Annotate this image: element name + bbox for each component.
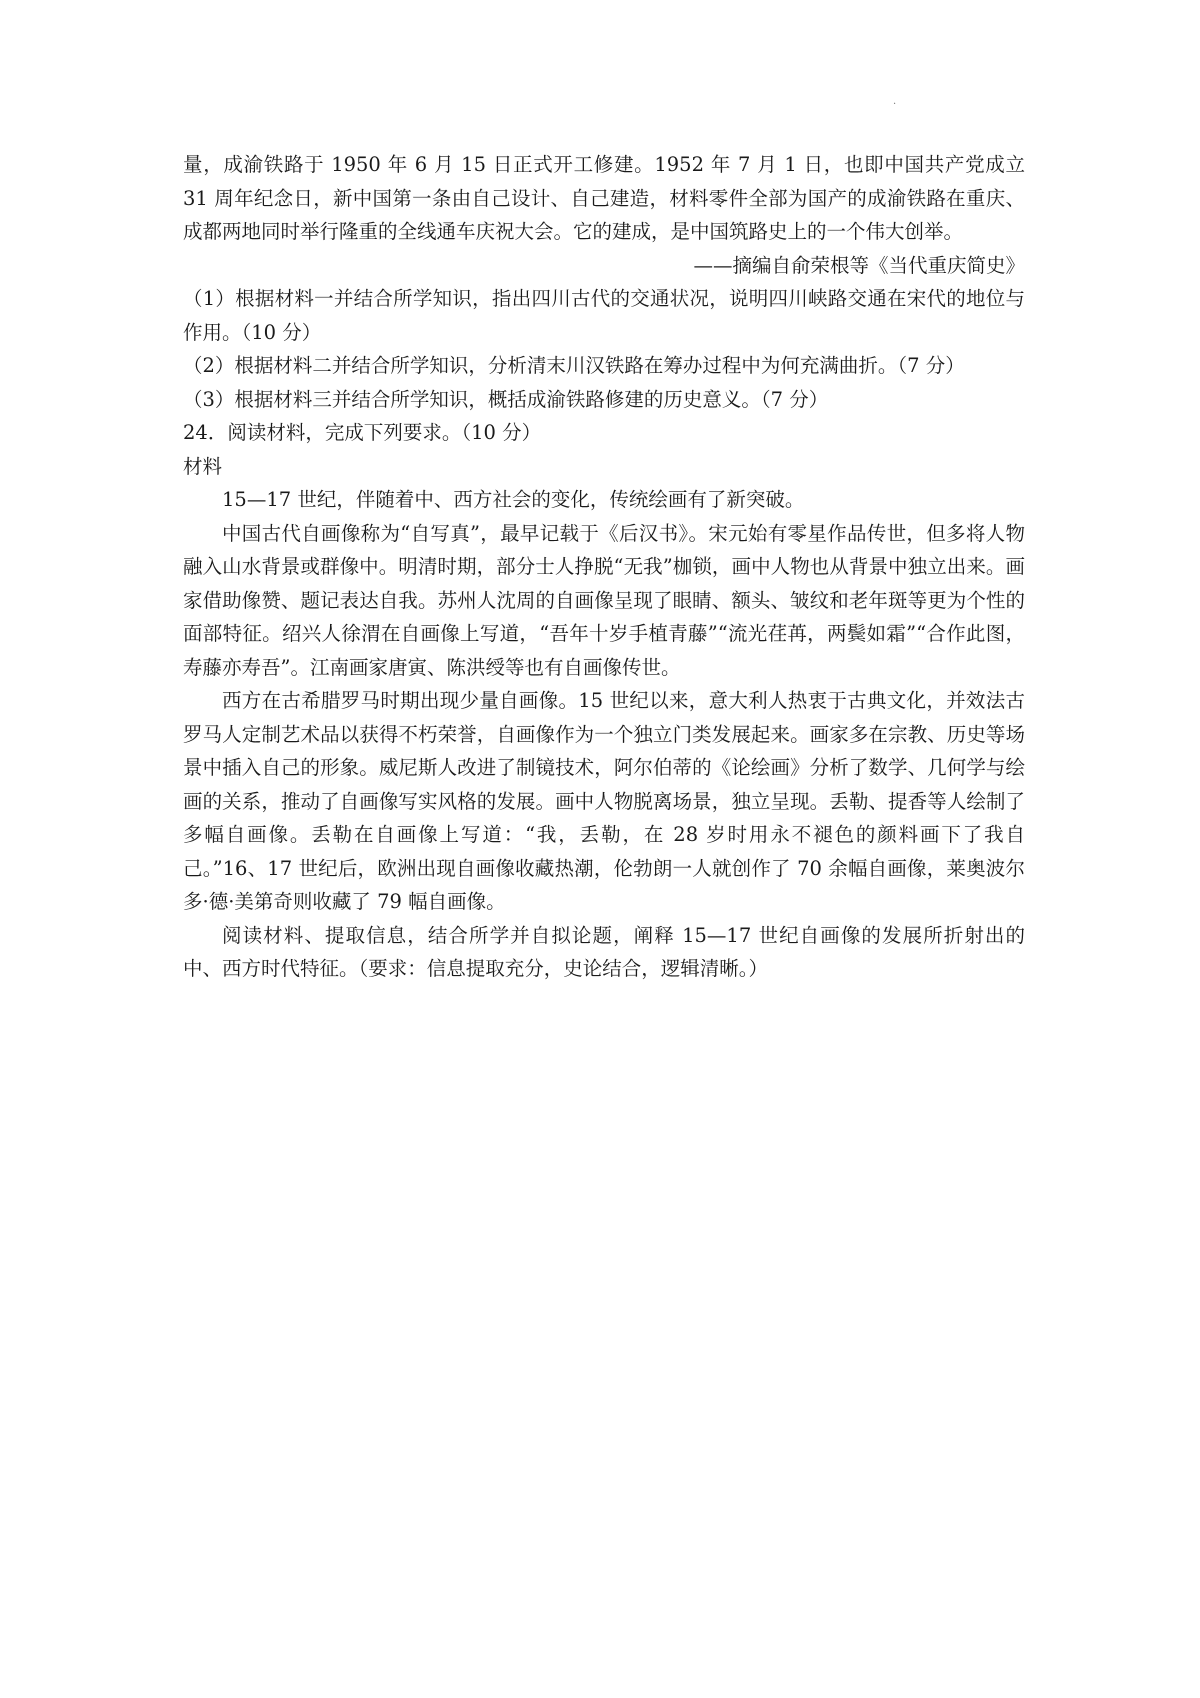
q24-material-label: 材料 — [183, 454, 223, 478]
q24-paragraph-2: 中国古代自画像称为“自写真”，最早记载于《后汉书》。宋元始有零星作品传世，但多将人物融入山水背景或群像中。明清时期，部分士人挣脱“无我”枷锁，画中人物也从背景中独立出来。画家借助像赞、题记表达自我。苏州人沈周的自画像呈现了眼睛、额头、皱纹和老年斑等更为个性的面部特征。绍兴人徐渭在自画像上写道，“吾年十岁手植青藤”“流光荏苒，两鬓如霜”“合作此图，寿藤亦寿吾”。江南画家唐寅、陈洪绶等也有自画像传世。 — [183, 521, 1025, 679]
q24-heading: 24．阅读材料，完成下列要求。（10 分） — [183, 421, 542, 444]
page-mark: . — [893, 96, 897, 107]
q23-sub3: （3）根据材料三并结合所学知识，概括成渝铁路修建的历史意义。（7 分） — [183, 387, 829, 411]
answer-blank-area — [183, 960, 1025, 1610]
material3-text: 量，成渝铁路于 1950 年 6 月 15 日正式开工修建。1952 年 7 月 1 日，也即中国共产党成立 31 周年纪念日，新中国第一条由自己设计、自己建造，材料零件全部为国产的成渝铁路在重庆、成都两地同时举行隆重的全线通车庆祝大会。它的建成，是中国筑路史上的一个伟大创举。 — [183, 153, 1025, 243]
q23-sub1: （1）根据材料一并结合所学知识，指出四川古代的交通状况，说明四川峡路交通在宋代的地位与作用。（10 分） — [183, 287, 1025, 344]
q24-paragraph-3: 西方在古希腊罗马时期出现少量自画像。15 世纪以来，意大利人热衷于古典文化，并效法古罗马人定制艺术品以获得不朽荣誉，自画像作为一个独立门类发展起来。画家多在宗教、历史等场景中插入自己的形象。威尼斯人改进了制镜技术，阿尔伯蒂的《论绘画》分析了数学、几何学与绘画的关系，推动了自画像写实风格的发展。画中人物脱离场景，独立呈现。丢勒、提香等人绘制了多幅自画像。丢勒在自画像上写道：“我，丢勒，在 28 岁时用永不褪色的颜料画下了我自己。”16、17 世纪后，欧洲出现自画像收藏热潮，伦勃朗一人就创作了 70 余幅自画像，莱奥波尔多·德·美第奇则收藏了 79 幅自画像。 — [183, 689, 1025, 913]
q24-paragraph-1: 15—17 世纪，伴随着中、西方社会的变化，传统绘画有了新突破。 — [222, 488, 805, 511]
q24-task: 阅读材料、提取信息，结合所学并自拟论题，阐释 15—17 世纪自画像的发展所折射出的中、西方时代特征。（要求：信息提取充分，史论结合，逻辑清晰。） — [183, 923, 1025, 980]
q23-sub2: （2）根据材料二并结合所学知识，分析清末川汉铁路在筹办过程中为何充满曲折。（7 分） — [183, 354, 965, 377]
document-body — [183, 148, 1025, 986]
material3-source: ——摘编自俞荣根等《当代重庆简史》 — [693, 253, 1025, 277]
